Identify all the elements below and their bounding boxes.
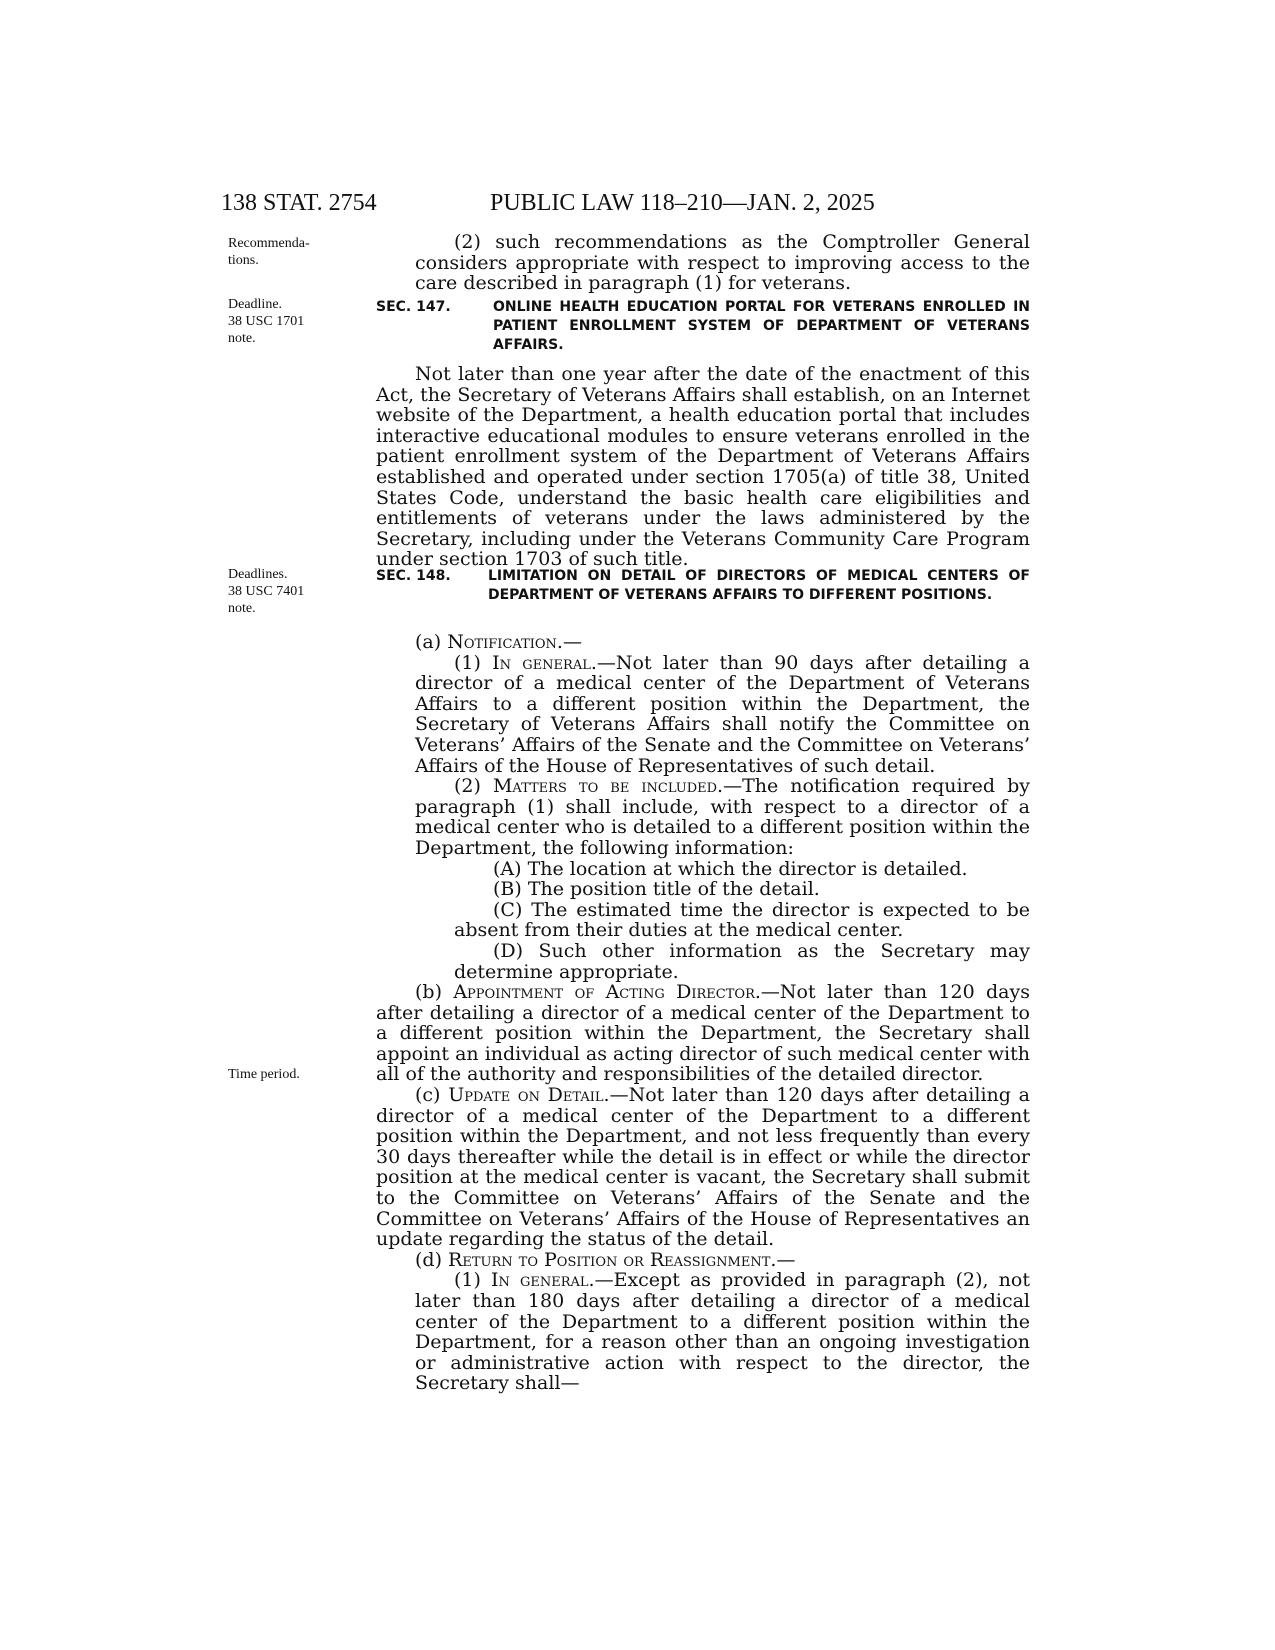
section-148-heading bbox=[376, 567, 1030, 605]
subsection-c: (c) Update on Detail.—Not later than 120 days after detailing a director of a medical center of the Department to a different position within the Department, and not less frequently than every 30 days thereafter while the detail is in effect or while the director position at the medical center is vacant, the Secretary shall submit to the Committee on Veterans’ Affairs of the Senate and the Committee on Veterans’ Affairs of the House of Representatives an update regarding the status of the detail. bbox=[376, 1084, 1030, 1251]
subparagraph-c: (C) The estimated time the director is expected to be absent from their duties at the medical center. bbox=[454, 898, 1030, 942]
subsection-a-heading: (a) Notification.— bbox=[415, 631, 582, 653]
subsection-d-heading: (d) Return to Position or Reassignment.— bbox=[415, 1248, 796, 1271]
subparagraph-b: (B) The position title of the detail. bbox=[493, 878, 820, 901]
margin-note-time-period: Time period. bbox=[228, 1067, 300, 1082]
margin-note-recommendations: Recommenda- tions. bbox=[228, 236, 310, 268]
subsection-b: (b) Appointment of Acting Director.—Not later than 120 days after detailing a director of a medical center of the Department to a different position within the Department, the Secretary shall appoint an individual as acting director of such medical center with all of the authority and responsibilities of the detailed director. bbox=[376, 981, 1030, 1086]
stat-page-reference: 138 STAT. 2754 bbox=[221, 190, 377, 216]
subparagraph-d: (D) Such other information as the Secretary may determine appropriate. bbox=[454, 939, 1030, 983]
section-148-body bbox=[376, 632, 1030, 1394]
section-147-heading bbox=[376, 298, 1030, 355]
section-147-text: Not later than one year after the date of the enactment of this Act, the Secretary of Veterans Affairs shall establish, on an Internet website of the Department, a health education portal that includes interactive educational modules to ensure veterans enrolled in the patient enrollment system of the Department of Veterans Affairs established and operated under section 1705(a) of title 38, United States Code, understand the basic health care eligibilities and entitlements of veterans under the laws administered by the Secretary, including under the Veterans Community Care Program under section 1703 of such title. bbox=[376, 363, 1030, 571]
section-147-number: SEC. 147. bbox=[376, 299, 451, 315]
margin-note-deadlines-148: Deadlines. 38 USC 7401 note. bbox=[228, 567, 305, 616]
subsection-a-paragraph-1: (1) In general.—Not later than 90 days after detailing a director of a medical center of the Department of Veterans Affairs to a different position within the Department, the Secretary of Veterans Affairs shall notify the Committee on Veterans’ Affairs of the Senate and the Committee on Veterans’ Affairs of the House of Representatives of such detail. bbox=[415, 651, 1030, 777]
subsection-a-paragraph-2: (2) Matters to be included.—The notification required by paragraph (1) shall include, with respect to a director of a medical center who is detailed to a different position within the Department, the following information: bbox=[415, 775, 1030, 859]
subsection-d-paragraph-1: (1) In general.—Except as provided in paragraph (2), not later than 180 days after detailing a director of a medical center of the Department to a different position within the Department, for a reason other than an ongoing investigation or administrative action with respect to the director, the Secretary shall— bbox=[415, 1269, 1030, 1395]
margin-note-deadline-147: Deadline. 38 USC 1701 note. bbox=[228, 297, 305, 346]
section-148-title: LIMITATION ON DETAIL OF DIRECTORS OF MEDICAL CENTERS OF DEPARTMENT OF VETERANS AFFAIRS TO DIFFERENT POSITIONS. bbox=[488, 568, 1030, 603]
section-147-body bbox=[376, 364, 1030, 570]
section-148-number: SEC. 148. bbox=[376, 568, 451, 584]
intro-section bbox=[376, 232, 1030, 294]
public-law-title: PUBLIC LAW 118–210—JAN. 2, 2025 bbox=[490, 190, 875, 216]
paragraph-2-recommendations: (2) such recommendations as the Comptroller General considers appropriate with respect to improving access to the care described in paragraph (1) for veterans. bbox=[415, 231, 1030, 295]
section-147-title: ONLINE HEALTH EDUCATION PORTAL FOR VETERANS ENROLLED IN PATIENT ENROLLMENT SYSTEM OF DEPARTMENT OF VETERANS AFFAIRS. bbox=[493, 299, 1030, 353]
subparagraph-a: (A) The location at which the director is detailed. bbox=[493, 857, 968, 880]
